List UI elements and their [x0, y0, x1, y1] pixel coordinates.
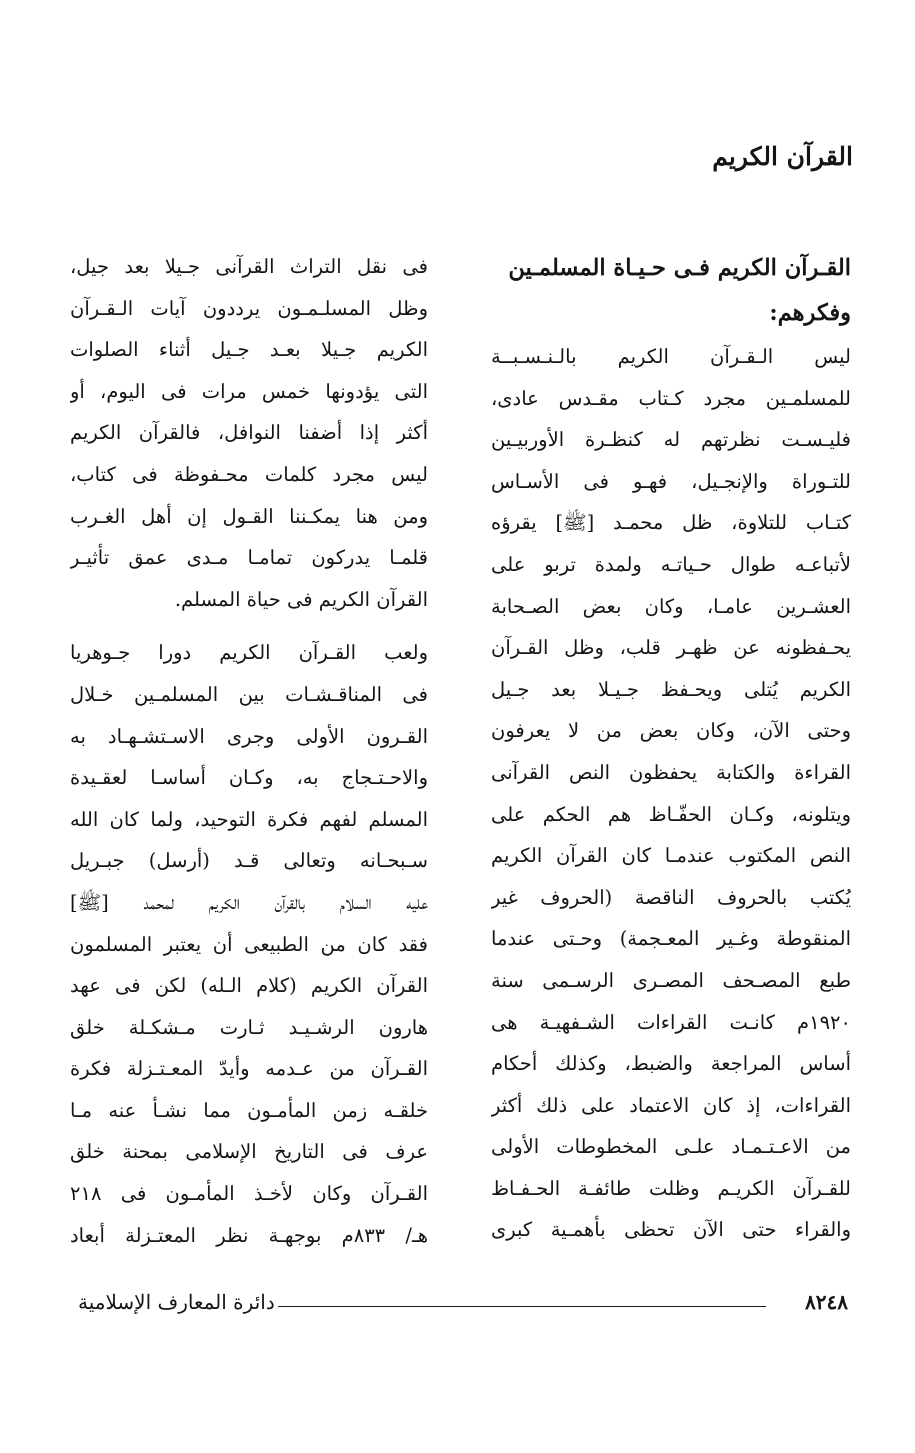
publication-title: دائرة المعارف الإسلامية: [78, 1290, 275, 1314]
page-footer: [78, 1290, 848, 1320]
text-line: التى يؤدونها خمس مرات فى اليوم، أو: [70, 379, 428, 403]
text-line: القراءة والكتابة يحفظون النص القرآنى: [491, 760, 851, 784]
text-line: أساس المراجعة والضبط، وكذلك أحكام: [491, 1052, 851, 1076]
text-line: فليـسـت نظرتهم له كنظـرة الأوربيـين: [491, 428, 851, 452]
text-line: فى نقل التراث القرآنى جـيلا بعد جيل،: [70, 255, 428, 278]
text-line: هارون الرشـيـد ثـارت مـشكـلة خلق: [70, 1015, 428, 1039]
text-line: قلمـا يدركون تمامـا مـدى عمق تأثيـر: [70, 546, 428, 570]
text-line: ليس الـقـرآن الكريم بالـنـسـبــة: [491, 345, 851, 368]
text-line: القـرآن وكان لأخـذ المأمـون فى ٢١٨: [70, 1182, 428, 1206]
text-line: عرف فى التاريخ الإسلامى بمحنة خلق: [70, 1140, 428, 1164]
text-line: العشـرين عامـا، وكان بعض الصـحابة: [491, 594, 851, 618]
text-line: المسلم لفهم فكرة التوحيد، ولما كان الله: [70, 807, 428, 831]
text-line: القرآن الكريم فى حياة المسلم.: [174, 587, 428, 611]
text-line: خلقـه زمن المأمـون مما نشـأ عنه مـا: [70, 1098, 428, 1122]
text-line: القـرآن من عـدمه وأيدّ المعـتـزلة فكرة: [70, 1057, 428, 1081]
text-line: طبع المصـحف المصـرى الرسـمى سنة: [491, 968, 851, 992]
right-column: [491, 246, 851, 1251]
text-line: القراءات، إذ كان الاعتماد على ذلك أكثر: [491, 1093, 851, 1117]
text-line: للمسلمـين مجرد كـتاب مقـدس عادى،: [491, 386, 851, 410]
text-line: من الاعـتـمـاد علـى المخطوطات الأولى: [491, 1135, 851, 1159]
text-line: ومن هنا يمكـننا القـول إن أهل الغـرب: [70, 504, 428, 528]
footer-rule: [278, 1306, 766, 1307]
text-line: وظل المسلـمـون يرددون آيات الـقـرآن: [70, 296, 428, 320]
text-line: هـ/ ٨٣٣م بوجهـة نظر المعتـزلة أبعاد: [70, 1223, 428, 1247]
section-heading-line: القـرآن الكريم فـى حـيـاة المسلمـين: [508, 255, 851, 281]
paragraph-gap: [70, 620, 428, 632]
text-line: عليه السلام بالقرآن الكريم لمحمد [ﷺ]: [70, 890, 428, 914]
text-line: الكريم يُتلى ويحـفظ جـيـلا بعد جـيل: [491, 677, 851, 701]
text-line: المنقوطة وغـير المعـجمة) وحـتى عندما: [491, 927, 851, 951]
text-line: النص المكتوب عندمـا كان القرآن الكريم: [491, 844, 851, 868]
text-line: القـرون الأولى وجرى الاسـتشـهـاد به: [70, 724, 428, 748]
running-head: القرآن الكريم: [712, 142, 853, 171]
text-line: الكريم جـيلا بعـد جـيل أثناء الصلوات: [70, 338, 428, 362]
text-line: للقـرآن الكريـم وظلت طائفـة الحـفـاظ: [491, 1176, 851, 1200]
text-line: والاحـتـجاج به، وكـان أساسـا لعقـيدة: [70, 766, 428, 790]
text-line: فقد كان من الطبيعى أن يعتبر المسلمون: [70, 932, 428, 956]
text-line: ويتلونه، وكـان الحفّـاظ هم الحكم على: [491, 802, 851, 826]
left-column: [70, 246, 428, 1256]
text-line: فى المناقـشـات بين المسلمـين خـلال: [70, 682, 428, 706]
section-heading-line: وفكرهم:: [769, 300, 851, 326]
text-line: يحـفظونه عن ظهـر قلب، وظل القـرآن: [491, 636, 851, 660]
text-line: ١٩٢٠م كانـت القراءات الشـفهيـة هى: [491, 1010, 851, 1034]
text-line: القرآن الكريم (كلام الـله) لكن فى عهد: [70, 974, 428, 998]
text-line: كتـاب للتلاوة، ظل محمـد [ﷺ] يقرؤه: [491, 511, 851, 535]
text-line: للتـوراة والإنجـيل، فهـو فى الأسـاس: [491, 469, 851, 493]
text-line: أكثر إذا أضفنا النوافل، فالقرآن الكريم: [70, 421, 428, 445]
text-line: يُكتب بالحروف الناقصة (الحروف غير: [491, 885, 851, 909]
page-number: ٨٢٤٨: [805, 1290, 848, 1314]
text-line: لأتباعـه طوال حـياتـه ولمدة تربو على: [491, 552, 851, 576]
text-line: والقراء حتى الآن تحظى بأهمـية كبرى: [491, 1218, 851, 1242]
text-line: ليس مجرد كلمات محـفوظة فى كتاب،: [70, 462, 428, 486]
text-line: وحتى الآن، وكان بعض من لا يعرفون: [491, 719, 851, 743]
text-line: سـبحـانه وتعالى قـد (أرسل) جبـريل: [70, 849, 428, 873]
text-line: ولعب القـرآن الكريم دورا جـوهريا: [70, 641, 428, 665]
